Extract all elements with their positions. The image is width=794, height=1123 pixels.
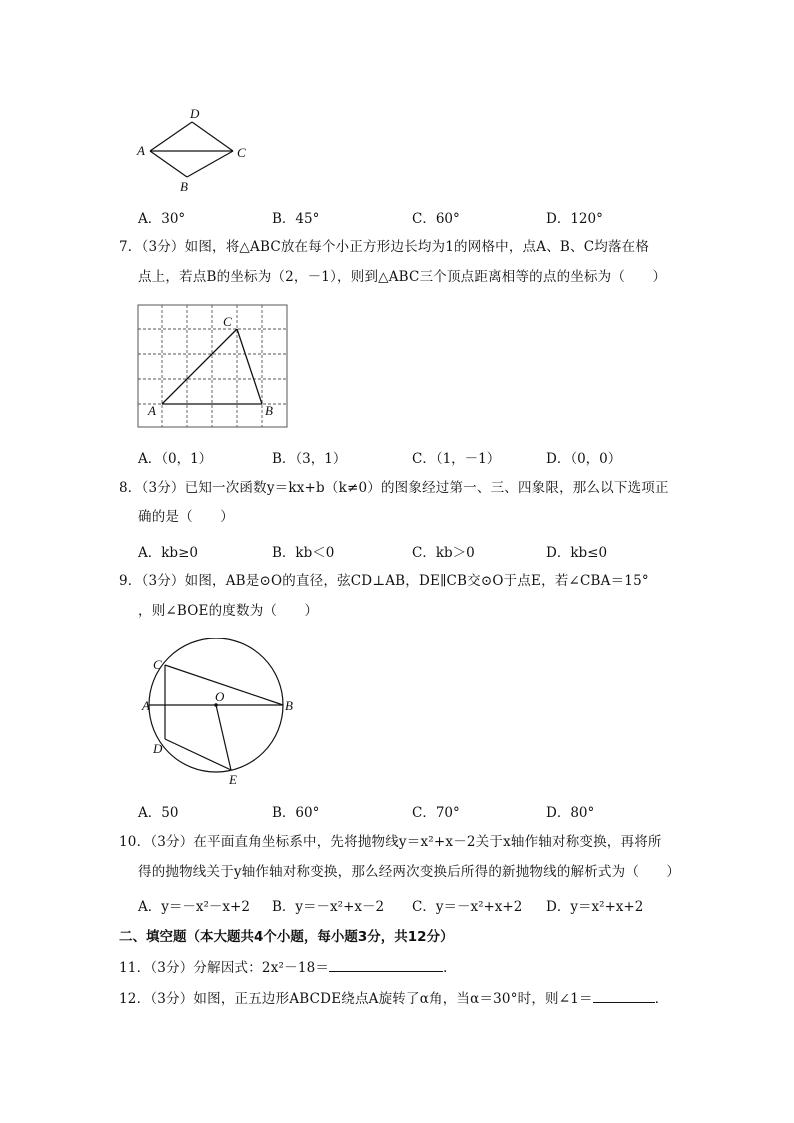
q7-side-cb	[237, 329, 262, 404]
q9-radius-oe	[216, 705, 231, 770]
q7-grid-figure	[130, 298, 300, 432]
q9-chord-de	[165, 739, 231, 770]
q7-label-b: B	[265, 403, 273, 418]
section-fill-in-title: 二、填空题（本大题共4个小题，每小题3分，共12分）	[119, 929, 454, 945]
q9-label-c: C	[153, 657, 162, 672]
q6-option-d: D．120°	[546, 211, 603, 227]
q8-option-b: B．kb＜0	[272, 545, 335, 561]
q11-end: ．	[443, 960, 457, 976]
q7-option-d: D．（0，0）	[546, 451, 622, 467]
q6-option-b: B．45°	[272, 211, 320, 227]
q7-side-ac	[162, 329, 237, 404]
q6-option-c: C．60°	[412, 211, 460, 227]
q6-rhombus-figure	[130, 102, 260, 198]
q11-text: 11．（3分）分解因式：2x²－18＝	[119, 960, 330, 976]
q6-label-d: D	[190, 106, 200, 121]
q11-question	[119, 957, 457, 977]
q10-question-line2: 得的抛物线关于y轴作轴对称变换，那么经两次变换后所得的新抛物线的解析式为（ ）	[138, 864, 681, 880]
q6-label-b: B	[180, 179, 188, 194]
q6-edge-ba	[150, 151, 187, 177]
q10-option-c: C．y＝－x²+x+2	[412, 899, 523, 915]
q9-option-b: B．60°	[272, 805, 320, 821]
q9-label-e: E	[229, 772, 237, 787]
q10-question-line1: 10．（3分）在平面直角坐标系中，先将抛物线y＝x²+x－2关于x轴作轴对称变换，再将所	[119, 834, 662, 850]
q9-question-line2: ，则∠BOE的度数为（ ）	[138, 603, 319, 619]
q8-option-d: D．kb≤0	[546, 545, 608, 561]
q6-label-a: A	[137, 143, 145, 158]
q9-circle-figure	[135, 638, 305, 788]
q9-label-b: B	[285, 698, 293, 713]
q9-option-c: C．70°	[412, 805, 460, 821]
q12-answer-blank[interactable]	[593, 988, 655, 1003]
q8-option-c: C．kb＞0	[412, 545, 475, 561]
q12-question	[119, 988, 668, 1008]
q8-question-line2: 确的是（ ）	[138, 509, 234, 525]
q8-option-a: A．kb≥0	[138, 545, 198, 561]
q12-text: 12．（3分）如图，正五边形ABCDE绕点A旋转了α角，当α＝30°时，则∠1＝	[119, 991, 593, 1007]
q7-label-a: A	[148, 403, 156, 418]
q9-option-d: D．80°	[546, 805, 595, 821]
q9-option-a: A．50	[138, 805, 179, 821]
q6-edge-cb	[187, 151, 233, 177]
q7-question-line2: 点上，若点B的坐标为（2，－1），则到△ABC三个顶点距离相等的点的坐标为（ ）	[138, 269, 667, 285]
q8-question-line1: 8．（3分）已知一次函数y＝kx+b（k≠0）的图象经过第一、三、四象限，那么以下选项正	[119, 480, 669, 496]
q11-answer-blank[interactable]	[329, 957, 443, 972]
q7-option-b: B．（3，1）	[272, 451, 347, 467]
q9-question-line1: 9．（3分）如图，AB是⊙O的直径，弦CD⊥AB，DE∥CB交⊙O于点E，若∠CBA＝15°	[119, 573, 649, 589]
q10-option-b: B．y＝－x²+x－2	[272, 899, 385, 915]
q7-question-line1: 7．（3分）如图，将△ABC放在每个小正方形边长均为1的网格中，点A、B、C均落在格	[119, 239, 650, 255]
q12-end: ．	[654, 991, 669, 1007]
q6-edge-ad	[150, 122, 192, 151]
q7-option-a: A．（0，1）	[138, 451, 213, 467]
q7-label-c: C	[223, 314, 232, 329]
q6-edge-dc	[192, 122, 233, 151]
q9-label-d: D	[153, 741, 163, 756]
q9-label-o: O	[215, 689, 225, 704]
q7-option-c: C．（1，－1）	[412, 451, 501, 467]
q6-label-c: C	[237, 145, 246, 160]
q10-option-a: A．y＝－x²－x+2	[138, 899, 250, 915]
q10-option-d: D．y＝x²+x+2	[546, 899, 644, 915]
q9-label-a: A	[142, 698, 150, 713]
q6-option-a: A．30°	[138, 211, 186, 227]
